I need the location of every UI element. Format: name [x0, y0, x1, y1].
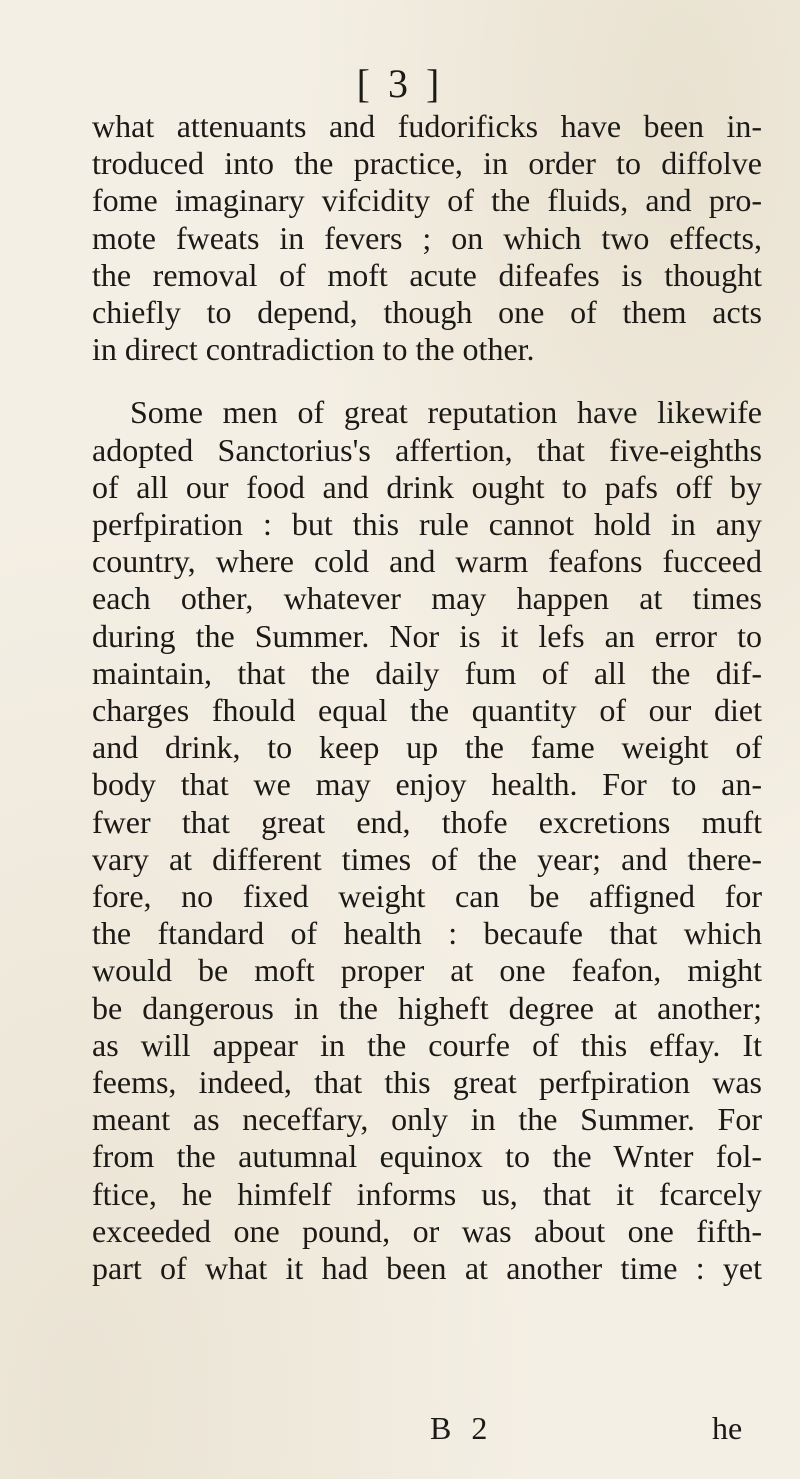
text-line: would be moft proper at one feafon, might	[92, 952, 762, 989]
text-line: fwer that great end, thofe excretions muft	[92, 803, 762, 840]
text-line: part of what it had been at another time : yet	[92, 1250, 762, 1287]
text-line: meant as neceffary, only in the Summer. For	[92, 1101, 762, 1138]
body-text	[92, 108, 762, 1287]
text-line: during the Summer. Nor is it lefs an error to	[92, 617, 762, 654]
text-line: ftice, he himfelf informs us, that it fcarcely	[92, 1175, 762, 1212]
text-line: the removal of moft acute difeafes is thought	[92, 256, 762, 293]
text-line: feems, indeed, that this great perfpiration was	[92, 1064, 762, 1101]
text-line: charges fhould equal the quantity of our diet	[92, 692, 762, 729]
text-line: fome imaginary vifcidity of the fluids, and pro-	[92, 182, 762, 219]
text-line: maintain, that the daily fum of all the dif-	[92, 654, 762, 691]
text-line: troduced into the practice, in order to diffolve	[92, 145, 762, 182]
text-line: Some men of great reputation have likewife	[130, 394, 762, 431]
text-line: fore, no fixed weight can be affigned for	[92, 878, 762, 915]
text-line: chiefly to depend, though one of them acts	[92, 294, 762, 331]
page-number: [ 3 ]	[356, 61, 444, 106]
text-line: each other, whatever may happen at times	[92, 580, 762, 617]
text-line: and drink, to keep up the fame weight of	[92, 729, 762, 766]
catchword: he	[712, 1410, 743, 1446]
text-line: from the autumnal equinox to the Wnter fol-	[92, 1138, 762, 1175]
text-line: in direct contradiction to the other.	[92, 331, 535, 368]
text-line: be dangerous in the higheft degree at another;	[92, 989, 762, 1026]
text-line: of all our food and drink ought to pafs off by	[92, 468, 762, 505]
text-line: perfpiration : but this rule cannot hold in any	[92, 506, 762, 543]
text-line: country, where cold and warm feafons fucceed	[92, 543, 762, 580]
signature-mark: B 2	[430, 1410, 494, 1446]
text-line: body that we may enjoy health. For to an-	[92, 766, 762, 803]
text-line: what attenuants and fudorificks have been in-	[92, 108, 762, 144]
text-line: mote fweats in fevers ; on which two effects,	[92, 219, 762, 256]
text-line: as will appear in the courfe of this effay. It	[92, 1026, 762, 1063]
paragraph-gap	[92, 368, 762, 394]
text-line: the ftandard of health : becaufe that which	[92, 915, 762, 952]
text-line: adopted Sanctorius's affertion, that five-eighths	[92, 431, 762, 468]
text-line: exceeded one pound, or was about one fifth-	[92, 1212, 762, 1249]
text-line: vary at different times of the year; and there-	[92, 840, 762, 877]
page-footer	[0, 1410, 800, 1450]
